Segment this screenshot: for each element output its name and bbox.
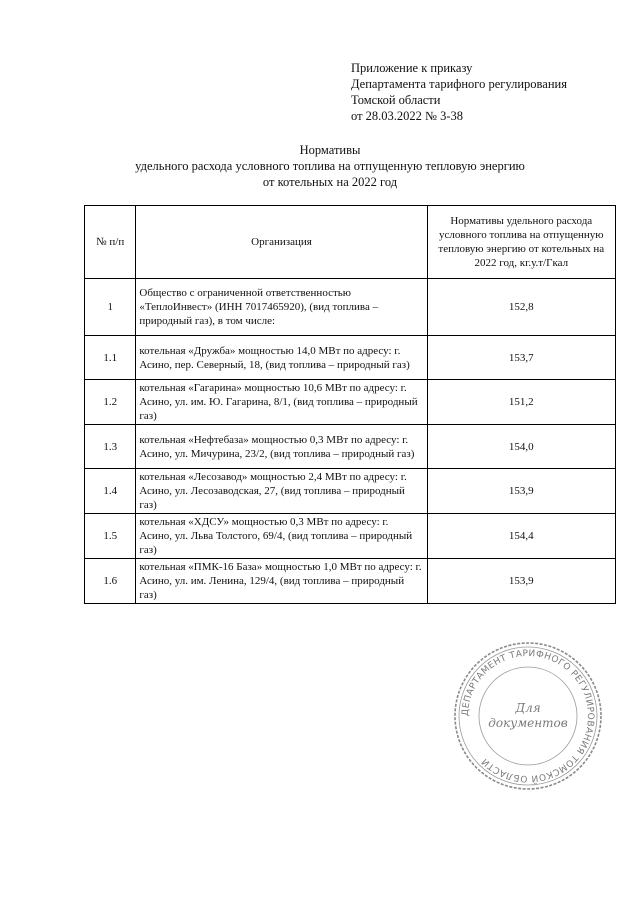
row-val: 151,2 [427, 380, 615, 425]
stamp-center-line-1: Для [515, 701, 541, 715]
stamp-ring-text: ДЕПАРТАМЕНТ ТАРИФНОГО РЕГУЛИРОВАНИЯ ТОМСКОЙ ОБЛАСТИ [460, 648, 596, 784]
table-row [85, 514, 616, 559]
table-row [85, 336, 616, 380]
row-num: 1.3 [85, 425, 136, 469]
annex-line-4: от 28.03.2022 № 3-38 [351, 109, 464, 123]
row-org: котельная «Лесозавод» мощностью 2,4 МВт по адресу: г. Асино, ул. Лесозаводская, 27, (вид топлива – природный газ) [136, 469, 427, 514]
table-row [85, 559, 616, 604]
table-header-row [85, 206, 616, 279]
row-val: 153,9 [427, 469, 615, 514]
row-val: 152,8 [427, 279, 615, 336]
row-val: 154,0 [427, 425, 615, 469]
official-stamp [452, 640, 604, 792]
row-num: 1.5 [85, 514, 136, 559]
annex-line-3: Томской области [351, 93, 441, 107]
header-org: Организация [136, 206, 427, 279]
row-org: котельная «Дружба» мощностью 14,0 МВт по адресу: г. Асино, пер. Северный, 18, (вид топлива – природный газ) [136, 336, 427, 380]
annex-block [351, 60, 611, 124]
row-org: Общество с ограниченной ответственностью «ТеплоИнвест» (ИНН 7017465920), (вид топлива – природный газ), в том числе: [136, 279, 427, 336]
row-num: 1 [85, 279, 136, 336]
row-org: котельная «ХДСУ» мощностью 0,3 МВт по адресу: г. Асино, ул. Льва Толстого, 69/4, (вид топлива – природный газ) [136, 514, 427, 559]
table-row [85, 279, 616, 336]
table-row [85, 469, 616, 514]
row-num: 1.1 [85, 336, 136, 380]
document-title [60, 142, 600, 190]
annex-line-1: Приложение к приказу [351, 61, 473, 75]
row-num: 1.6 [85, 559, 136, 604]
header-val: Нормативы удельного расхода условного топлива на отпущенную тепловую энергию от котельных на 2022 год, кг.у.т/Гкал [427, 206, 615, 279]
row-org: котельная «Нефтебаза» мощностью 0,3 МВт по адресу: г. Асино, ул. Мичурина, 23/2, (вид топлива – природный газ) [136, 425, 427, 469]
row-val: 154,4 [427, 514, 615, 559]
row-val: 153,9 [427, 559, 615, 604]
title-line-2: удельного расхода условного топлива на отпущенную тепловую энергию [135, 159, 525, 173]
title-line-3: от котельных на 2022 год [262, 175, 398, 189]
table-row [85, 380, 616, 425]
row-num: 1.2 [85, 380, 136, 425]
title-line-1: Нормативы [299, 143, 361, 157]
row-org: котельная «ПМК-16 База» мощностью 1,0 МВт по адресу: г. Асино, ул. им. Ленина, 129/4, (вид топлива – природный газ) [136, 559, 427, 604]
stamp-center-line-2: документов [488, 716, 568, 730]
annex-line-2: Департамента тарифного регулирования [351, 77, 567, 91]
row-org: котельная «Гагарина» мощностью 10,6 МВт по адресу: г. Асино, ул. им. Ю. Гагарина, 8/1, (вид топлива – природный газ) [136, 380, 427, 425]
table-row [85, 425, 616, 469]
row-val: 153,7 [427, 336, 615, 380]
header-num: № п/п [85, 206, 136, 279]
norms-table [84, 205, 616, 604]
row-num: 1.4 [85, 469, 136, 514]
